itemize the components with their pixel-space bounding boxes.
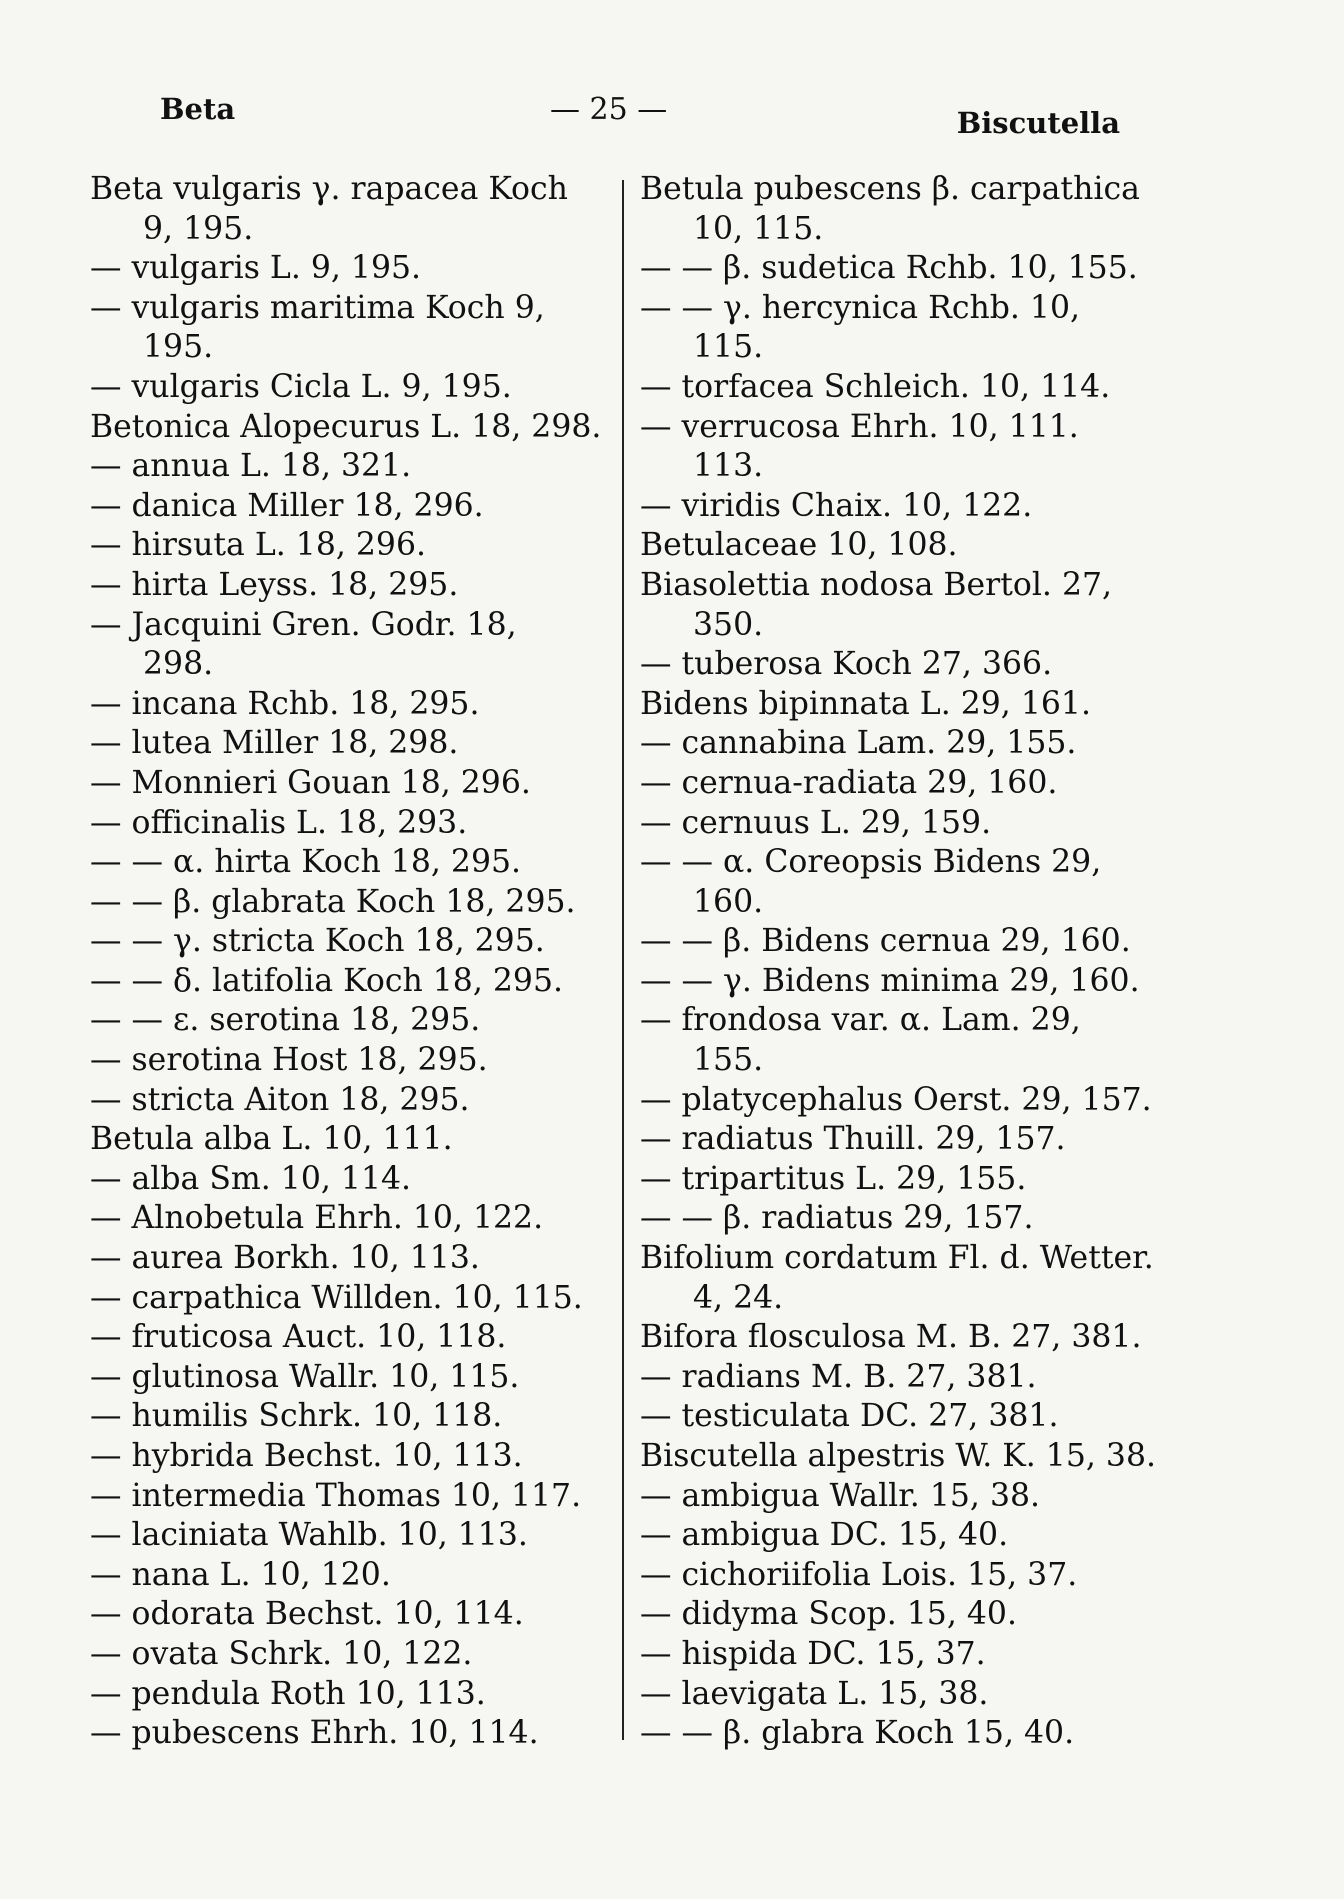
index-entry: — verrucosa Ehrh. 10, 111. bbox=[640, 408, 1079, 445]
index-entry-continuation: 9, 195. bbox=[143, 210, 254, 247]
index-entry: — incana Rchb. 18, 295. bbox=[90, 685, 480, 722]
index-entry: Betulaceae 10, 108. bbox=[640, 527, 958, 564]
index-entry-continuation: 4, 24. bbox=[693, 1279, 784, 1316]
index-entry: — vulgaris Cicla L. 9, 195. bbox=[90, 368, 512, 405]
index-entry: — cannabina Lam. 29, 155. bbox=[640, 725, 1077, 762]
index-entry: — — β. Bidens cernua 29, 160. bbox=[640, 923, 1131, 960]
index-entry: Betula pubescens β. carpathica bbox=[640, 171, 1140, 207]
index-entry: — testiculata DC. 27, 381. bbox=[640, 1398, 1059, 1435]
index-entry: — vulgaris L. 9, 195. bbox=[90, 250, 422, 287]
index-entry: — glutinosa Wallr. 10, 115. bbox=[90, 1358, 520, 1395]
index-entry: — — ε. serotina 18, 295. bbox=[90, 1002, 481, 1039]
index-entry: — Monnieri Gouan 18, 296. bbox=[90, 764, 531, 801]
index-entry: — vulgaris maritima Koch 9, bbox=[90, 289, 545, 326]
index-entry: — — β. sudetica Rchb. 10, 155. bbox=[640, 250, 1138, 287]
index-entry: — alba Sm. 10, 114. bbox=[90, 1160, 412, 1197]
index-entry: — cernuus L. 29, 159. bbox=[640, 804, 992, 841]
index-entry: — — α. Coreopsis Bidens 29, bbox=[640, 844, 1102, 881]
index-entry: Betonica Alopecurus L. 18, 298. bbox=[90, 408, 602, 445]
index-entry: — — γ. stricta Koch 18, 295. bbox=[90, 923, 545, 960]
index-entry: — ambigua DC. 15, 40. bbox=[640, 1517, 1009, 1554]
index-entry: — intermedia Thomas 10, 117. bbox=[90, 1477, 582, 1514]
index-entry: — cernua-radiata 29, 160. bbox=[640, 764, 1058, 801]
running-header bbox=[160, 92, 1120, 142]
index-entry: Bidens bipinnata L. 29, 161. bbox=[640, 685, 1091, 722]
index-entry: — radians M. B. 27, 381. bbox=[640, 1358, 1037, 1395]
index-entry: — platycephalus Oerst. 29, 157. bbox=[640, 1081, 1152, 1118]
index-entry: — officinalis L. 18, 293. bbox=[90, 804, 468, 841]
index-entry: — hybrida Bechst. 10, 113. bbox=[90, 1438, 523, 1474]
index-entry: — — γ. hercynica Rchb. 10, bbox=[640, 289, 1081, 326]
index-entry: — didyma Scop. 15, 40. bbox=[640, 1596, 1017, 1633]
index-entry-continuation: 115. bbox=[693, 329, 764, 366]
index-entry: Biasolettia nodosa Bertol. 27, bbox=[640, 566, 1113, 603]
index-entry-continuation: 113. bbox=[693, 448, 764, 485]
index-entry: — laevigata L. 15, 38. bbox=[640, 1675, 989, 1712]
index-entry-continuation: 10, 115. bbox=[693, 210, 824, 247]
index-entry: — tripartitus L. 29, 155. bbox=[640, 1160, 1027, 1197]
index-entry: — — β. radiatus 29, 157. bbox=[640, 1200, 1034, 1237]
index-entry: — viridis Chaix. 10, 122. bbox=[640, 487, 1033, 524]
index-entry-continuation: 155. bbox=[693, 1042, 764, 1079]
header-left-catchword: Beta bbox=[160, 92, 236, 126]
index-entry: — hirsuta L. 18, 296. bbox=[90, 527, 427, 564]
left-column bbox=[90, 170, 630, 1754]
index-entry: — hirta Leyss. 18, 295. bbox=[90, 566, 459, 603]
index-entry: — radiatus Thuill. 29, 157. bbox=[640, 1121, 1066, 1158]
index-entry-continuation: 195. bbox=[143, 329, 214, 366]
index-entry: — carpathica Willden. 10, 115. bbox=[90, 1279, 583, 1316]
index-entry: — cichoriifolia Lois. 15, 37. bbox=[640, 1556, 1078, 1593]
index-entry: — stricta Aiton 18, 295. bbox=[90, 1081, 470, 1118]
index-entry: — tuberosa Koch 27, 366. bbox=[640, 646, 1053, 683]
index-entry: — frondosa var. α. Lam. 29, bbox=[640, 1002, 1081, 1039]
index-entry: Bifora flosculosa M. B. 27, 381. bbox=[640, 1319, 1142, 1356]
index-entry: — ovata Schrk. 10, 122. bbox=[90, 1635, 473, 1672]
index-entry: — fruticosa Auct. 10, 118. bbox=[90, 1319, 507, 1356]
index-entry: — hispida DC. 15, 37. bbox=[640, 1635, 986, 1672]
index-entry: — lutea Miller 18, 298. bbox=[90, 725, 459, 762]
index-entry: — danica Miller 18, 296. bbox=[90, 487, 484, 524]
index-entry: — serotina Host 18, 295. bbox=[90, 1042, 488, 1079]
index-entry: — — δ. latifolia Koch 18, 295. bbox=[90, 962, 564, 999]
index-entry: Beta vulgaris γ. rapacea Koch bbox=[90, 171, 568, 207]
index-entry: — pendula Roth 10, 113. bbox=[90, 1675, 486, 1712]
index-entry: — annua L. 18, 321. bbox=[90, 448, 412, 485]
index-entry: — ambigua Wallr. 15, 38. bbox=[640, 1477, 1041, 1514]
index-entry: Bifolium cordatum Fl. d. Wetter. bbox=[640, 1240, 1154, 1277]
index-entry: — — γ. Bidens minima 29, 160. bbox=[640, 962, 1140, 999]
index-entry-continuation: 350. bbox=[693, 606, 764, 643]
index-entry: — torfacea Schleich. 10, 114. bbox=[640, 368, 1111, 405]
index-entry-continuation: 160. bbox=[693, 883, 764, 920]
index-entry: — aurea Borkh. 10, 113. bbox=[90, 1240, 480, 1277]
index-entry: — laciniata Wahlb. 10, 113. bbox=[90, 1517, 528, 1554]
index-entry: Betula alba L. 10, 111. bbox=[90, 1121, 453, 1158]
index-entry: — — β. glabra Koch 15, 40. bbox=[640, 1715, 1075, 1752]
index-entry: — odorata Bechst. 10, 114. bbox=[90, 1596, 524, 1633]
page-number: — 25 — bbox=[550, 92, 668, 127]
index-entry-continuation: 298. bbox=[143, 646, 214, 683]
index-entry: — humilis Schrk. 10, 118. bbox=[90, 1398, 503, 1435]
index-entry: — pubescens Ehrh. 10, 114. bbox=[90, 1715, 539, 1752]
index-entry: — nana L. 10, 120. bbox=[90, 1556, 391, 1593]
index-entry: Biscutella alpestris W. K. 15, 38. bbox=[640, 1438, 1157, 1474]
index-entry: — — α. hirta Koch 18, 295. bbox=[90, 844, 522, 881]
column-divider bbox=[622, 180, 624, 1740]
header-right-catchword: Biscutella bbox=[956, 106, 1120, 140]
right-column bbox=[640, 170, 1180, 1754]
index-entry: — Jacquini Gren. Godr. 18, bbox=[90, 606, 517, 643]
index-entry: — — β. glabrata Koch 18, 295. bbox=[90, 883, 576, 920]
index-entry: — Alnobetula Ehrh. 10, 122. bbox=[90, 1200, 544, 1237]
